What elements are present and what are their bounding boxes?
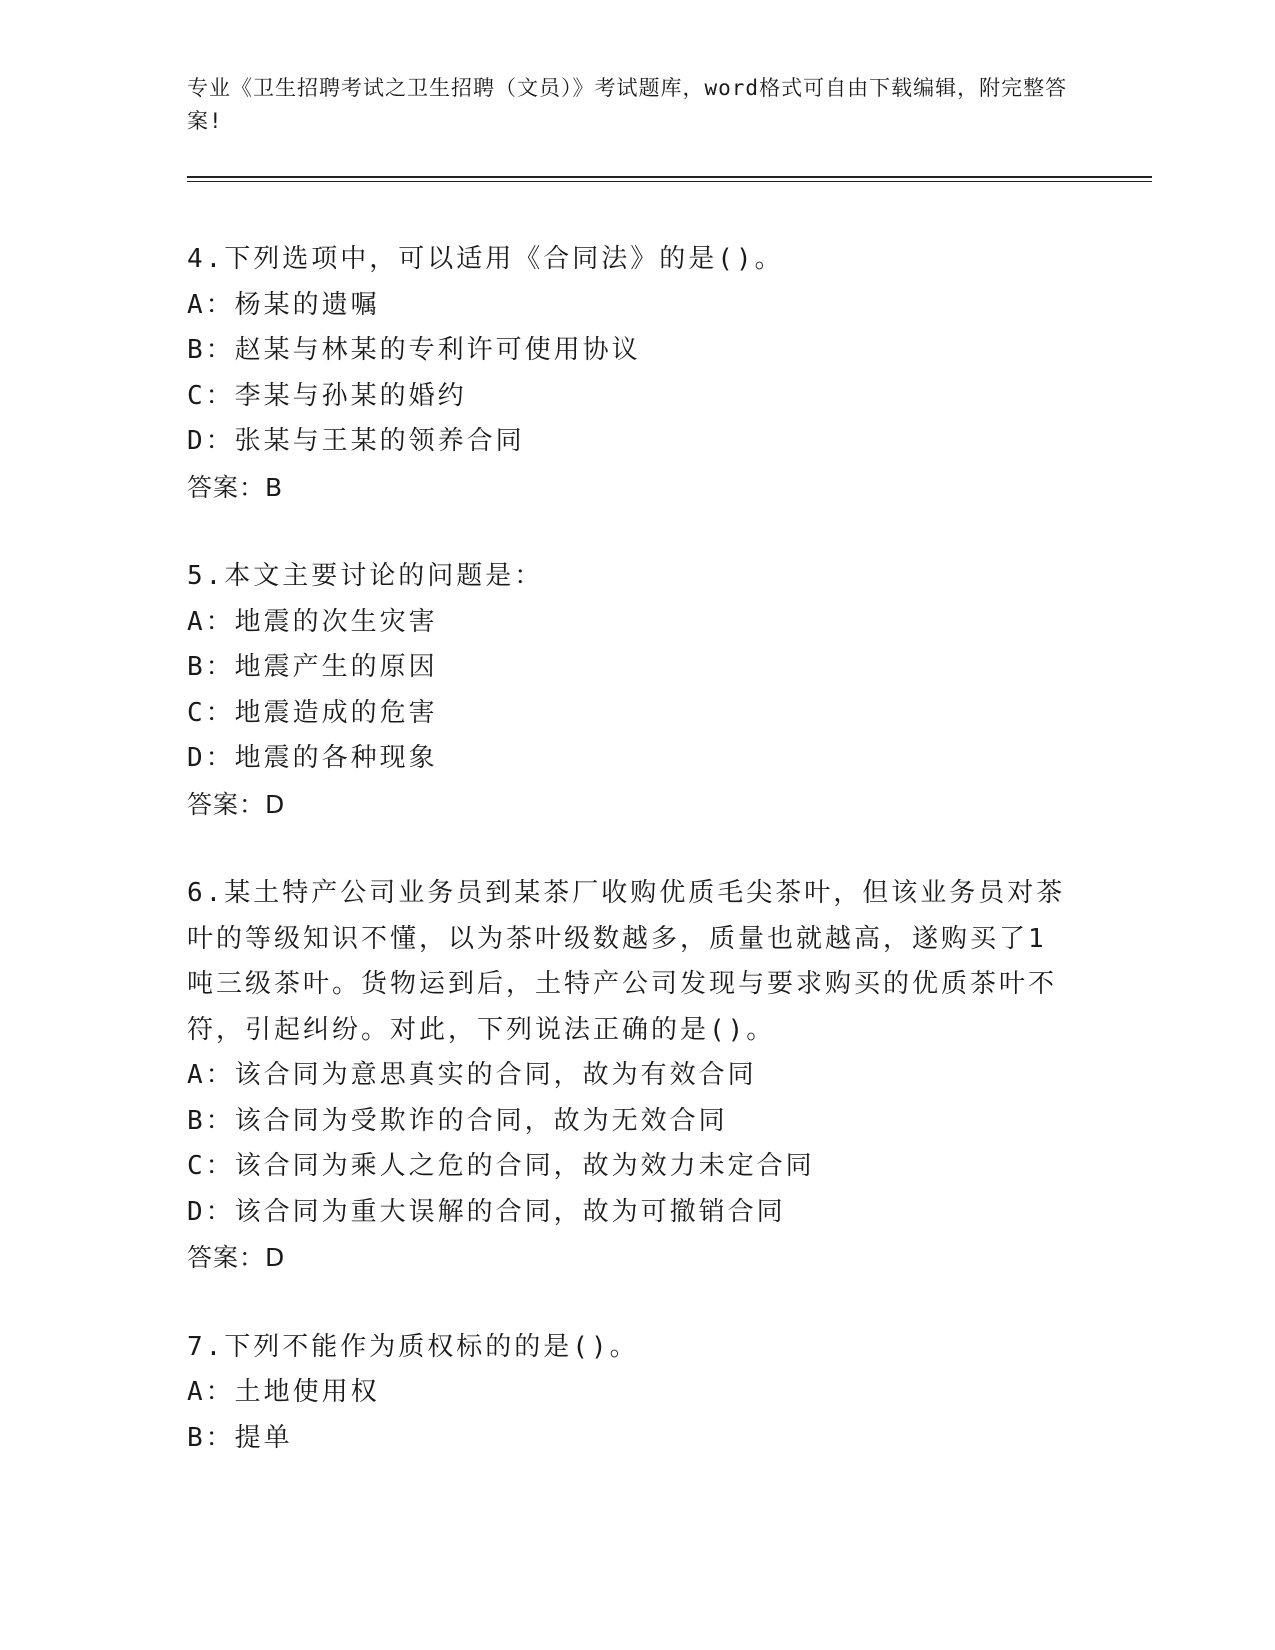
- question-6: [187, 871, 1152, 1281]
- option-d: D：地震的各种现象: [187, 743, 438, 773]
- option-d: D：该合同为重大误解的合同，故为可撤销合同: [187, 1196, 786, 1227]
- document-header: 专业《卫生招聘考试之卫生招聘（文员）》考试题库，word格式可自由下载编辑，附完整答案!: [187, 76, 1068, 133]
- header-divider: [187, 176, 1152, 178]
- option-b: B：该合同为受欺诈的合同，故为无效合同: [187, 1105, 728, 1136]
- option-b: B：赵某与林某的专利许可使用协议: [187, 335, 641, 365]
- option-c: C：地震造成的危害: [187, 697, 438, 728]
- option-b: B：提单: [187, 1422, 293, 1453]
- option-a: A：地震的次生灾害: [187, 606, 438, 637]
- option-d: D：张某与王某的领养合同: [187, 426, 525, 456]
- answer: 答案：D: [187, 789, 286, 819]
- option-a: A：土地使用权: [187, 1377, 380, 1407]
- option-c: C：该合同为乘人之危的合同，故为效力未定合同: [187, 1151, 815, 1181]
- answer: 答案：D: [187, 1243, 286, 1272]
- question-stem: 4.下列选项中，可以适用《合同法》的是()。: [187, 244, 784, 274]
- question-stem: 5.本文主要讨论的问题是：: [187, 561, 544, 591]
- option-a: A：杨某的遗嘱: [187, 289, 380, 320]
- question-7: [187, 1325, 1152, 1462]
- option-c: C：李某与孙某的婚约: [187, 380, 467, 411]
- option-a: A：该合同为意思真实的合同，故为有效合同: [187, 1060, 757, 1090]
- document-page: [187, 72, 1152, 1505]
- question-list: [187, 237, 1152, 1461]
- question-stem: 6.某土特产公司业务员到某茶厂收购优质毛尖茶叶，但该业务员对茶叶的等级知识不懂，以为茶叶级数越多，质量也就越高，遂购买了1吨三级茶叶。货物运到后，土特产公司发现与要求购买的优质茶叶不符，引起纠纷。对此，下列说法正确的是()。: [187, 878, 1066, 1045]
- question-stem: 7.下列不能作为质权标的的是()。: [187, 1331, 639, 1362]
- answer: 答案：B: [187, 472, 284, 502]
- header-divider-thin: [187, 181, 1152, 182]
- option-b: B：地震产生的原因: [187, 652, 438, 682]
- question-4: [187, 237, 1152, 510]
- question-5: [187, 554, 1152, 827]
